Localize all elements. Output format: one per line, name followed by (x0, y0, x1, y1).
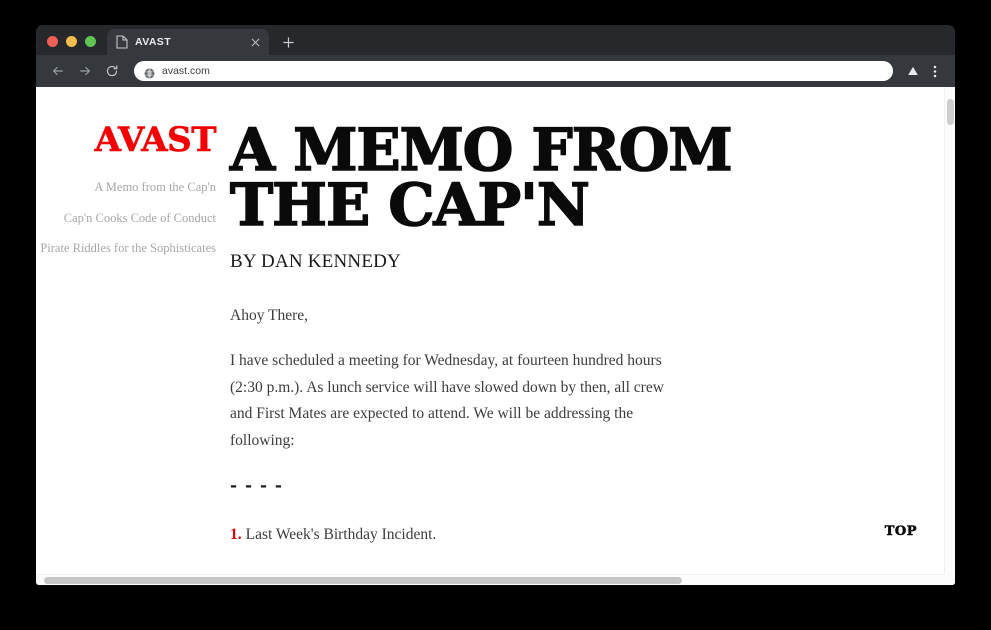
url-text: avast.com (162, 65, 210, 77)
back-to-top-link[interactable]: TOP (884, 524, 917, 539)
globe-icon (144, 66, 155, 77)
list-item-text: Last Week's Birthday Incident. (245, 526, 437, 544)
sidebar-item-memo[interactable]: A Memo from the Cap'n (94, 180, 216, 194)
horizontal-scrollbar-thumb[interactable] (44, 577, 682, 584)
page-title: A MEMO FROM THE CAP'N (230, 116, 732, 240)
greeting-paragraph: Ahoy There, (230, 307, 309, 325)
page-viewport (36, 87, 955, 585)
new-tab-button[interactable] (275, 29, 301, 55)
page-icon (116, 35, 128, 49)
byline: BY DAN KENNEDY (230, 251, 401, 273)
section-divider: - - - - (230, 476, 283, 497)
sidebar-item-pirate-riddles[interactable]: Pirate Riddles for the Sophisticates (40, 241, 216, 255)
sidebar-item-code-of-conduct[interactable]: Cap'n Cooks Code of Conduct (63, 210, 216, 225)
web-page (36, 87, 947, 569)
address-bar[interactable] (134, 61, 893, 81)
site-logo[interactable]: AVAST (94, 120, 216, 160)
reload-button[interactable] (100, 59, 124, 83)
scrollbar-corner (944, 574, 955, 585)
body-paragraph: I have scheduled a meeting for Wednesday, at fourteen hundred hours (2:30 p.m.). As lunch service will have slowed down by then, all crew and First Mates are expected to attend. We will be addressing the following: (230, 351, 664, 449)
vertical-scrollbar-thumb[interactable] (947, 99, 954, 125)
forward-button[interactable] (73, 59, 97, 83)
tab-strip (36, 25, 955, 55)
horizontal-scrollbar[interactable] (36, 574, 955, 585)
vertical-scrollbar[interactable] (944, 87, 955, 585)
close-icon[interactable] (248, 35, 262, 49)
browser-toolbar (36, 55, 955, 87)
list-item (230, 522, 927, 549)
minimize-window-button[interactable] (66, 36, 77, 47)
tab-avast[interactable] (107, 29, 269, 55)
tab-title: AVAST (135, 36, 172, 48)
back-button[interactable] (46, 59, 70, 83)
window-controls (36, 36, 107, 55)
warning-triangle-icon[interactable] (902, 60, 924, 82)
three-dot-menu-icon[interactable] (924, 60, 946, 82)
browser-window (36, 25, 955, 585)
article (230, 116, 947, 549)
close-window-button[interactable] (47, 36, 58, 47)
list-item-number: 1. (230, 526, 242, 544)
maximize-window-button[interactable] (85, 36, 96, 47)
site-sidebar (36, 120, 230, 549)
